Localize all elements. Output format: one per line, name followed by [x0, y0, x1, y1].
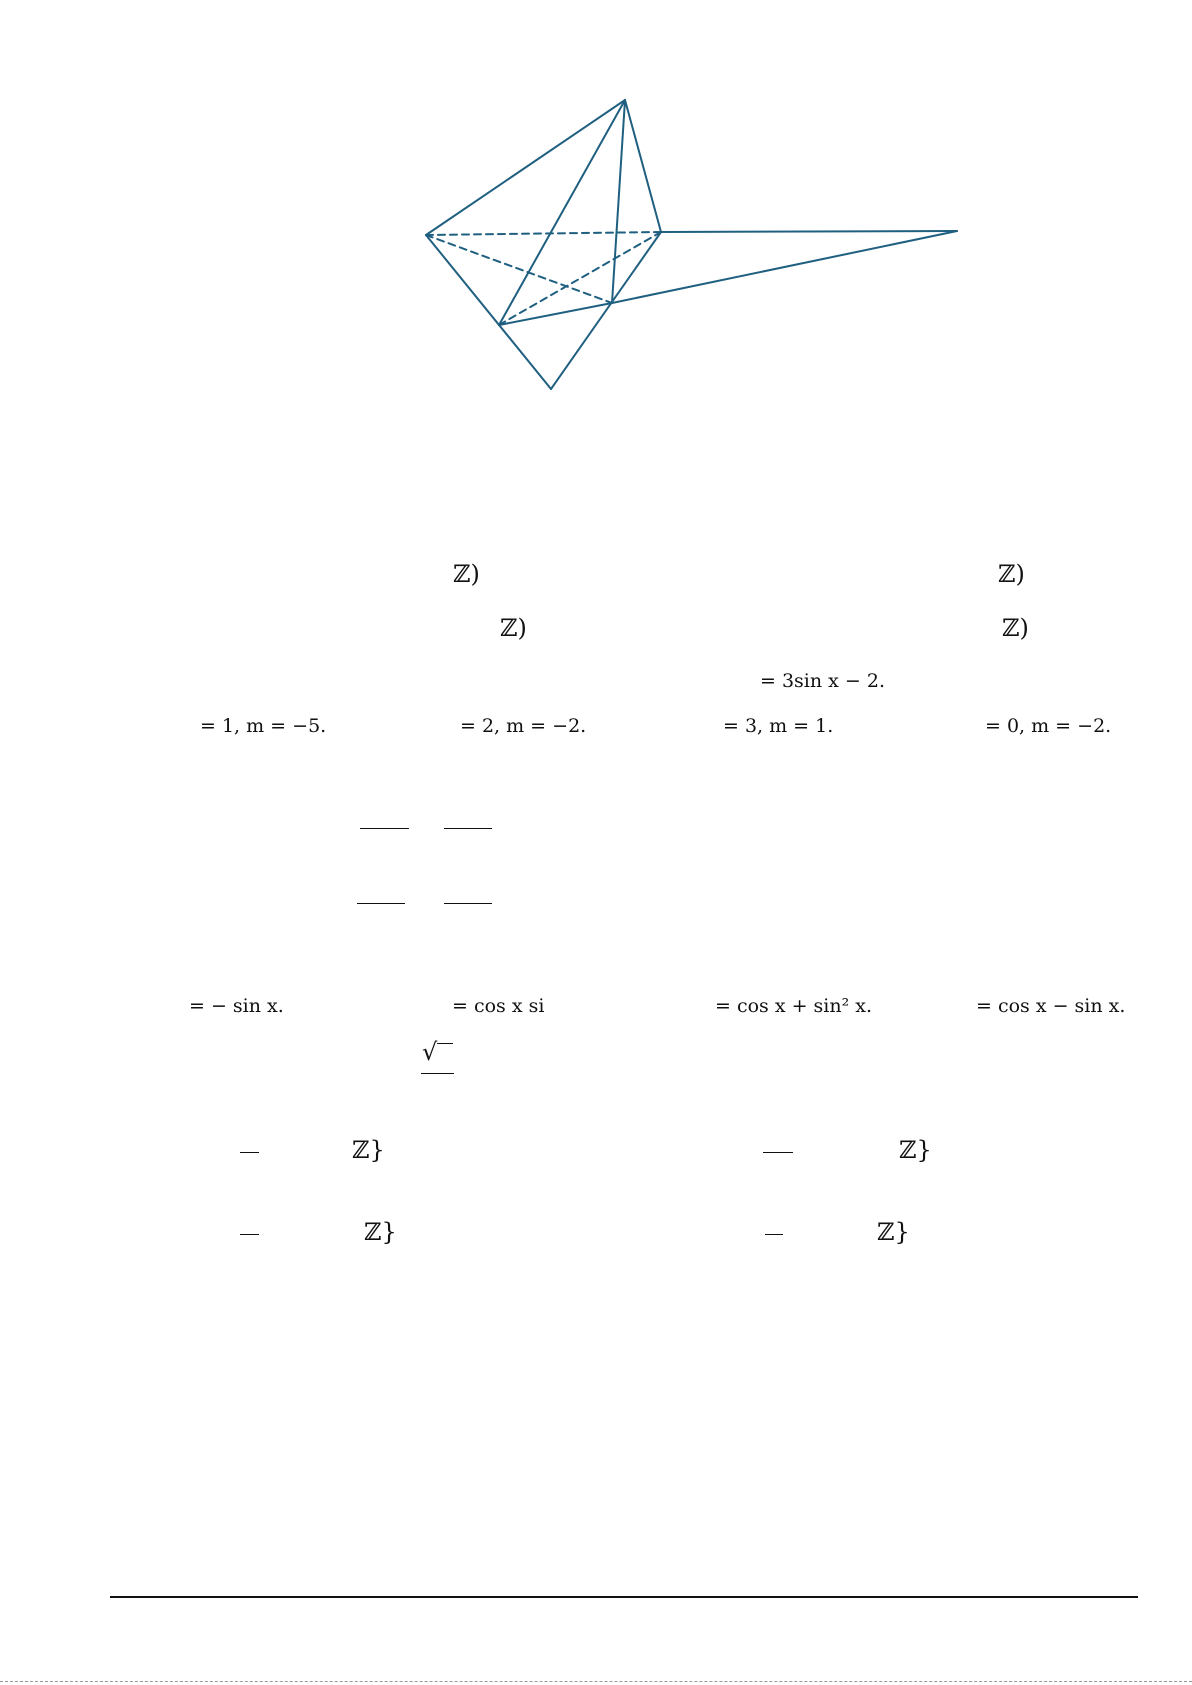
function-formula: = 3sin x − 2.: [760, 670, 885, 692]
fraction-bar: [421, 1073, 454, 1074]
option-a-function: = − sin x.: [189, 995, 284, 1017]
option-d-function: = cos x − sin x.: [976, 995, 1126, 1017]
edge-solid: [499, 100, 625, 325]
row2-right-fragment: ℤ): [1002, 614, 1029, 642]
edge-solid: [612, 100, 625, 303]
fraction-bar: [444, 903, 492, 904]
fraction-bar: [240, 1234, 259, 1235]
edge-solid: [551, 232, 661, 389]
fraction-bar: [360, 828, 409, 829]
row9-right-fragment: ℤ}: [899, 1136, 932, 1164]
edge-solid: [499, 303, 612, 325]
fraction-bar: [444, 828, 492, 829]
edge-solid: [612, 231, 957, 303]
page-bottom-edge: [0, 1681, 1192, 1682]
pyramid-diagram: [0, 0, 1192, 420]
option-d-values: = 0, m = −2.: [985, 715, 1112, 737]
row1-left-fragment: ℤ): [453, 560, 480, 588]
edge-solid: [625, 100, 661, 232]
row9-left-fragment: ℤ}: [352, 1136, 385, 1164]
fraction-bar: [357, 903, 405, 904]
option-c-function: = cos x + sin² x.: [715, 995, 873, 1017]
fraction-bar: [240, 1152, 259, 1153]
edge-solid: [426, 100, 625, 235]
edge-dashed: [426, 232, 661, 235]
row2-left-fragment: ℤ): [500, 614, 527, 642]
option-b-values: = 2, m = −2.: [460, 715, 587, 737]
edge-dashed: [499, 232, 661, 325]
option-b-function: = cos x si: [452, 995, 545, 1017]
fraction-bar: [765, 1234, 783, 1235]
sqrt-overline: [437, 1043, 453, 1044]
row1-right-fragment: ℤ): [998, 560, 1025, 588]
row10-left-fragment: ℤ}: [364, 1218, 397, 1246]
option-c-values: = 3, m = 1.: [723, 715, 834, 737]
fraction-bar: [763, 1152, 793, 1153]
sqrt-symbol: √: [422, 1038, 438, 1066]
footer-divider: [110, 1596, 1138, 1598]
edge-solid: [661, 231, 957, 232]
option-a-values: = 1, m = −5.: [200, 715, 327, 737]
row10-right-fragment: ℤ}: [877, 1218, 910, 1246]
